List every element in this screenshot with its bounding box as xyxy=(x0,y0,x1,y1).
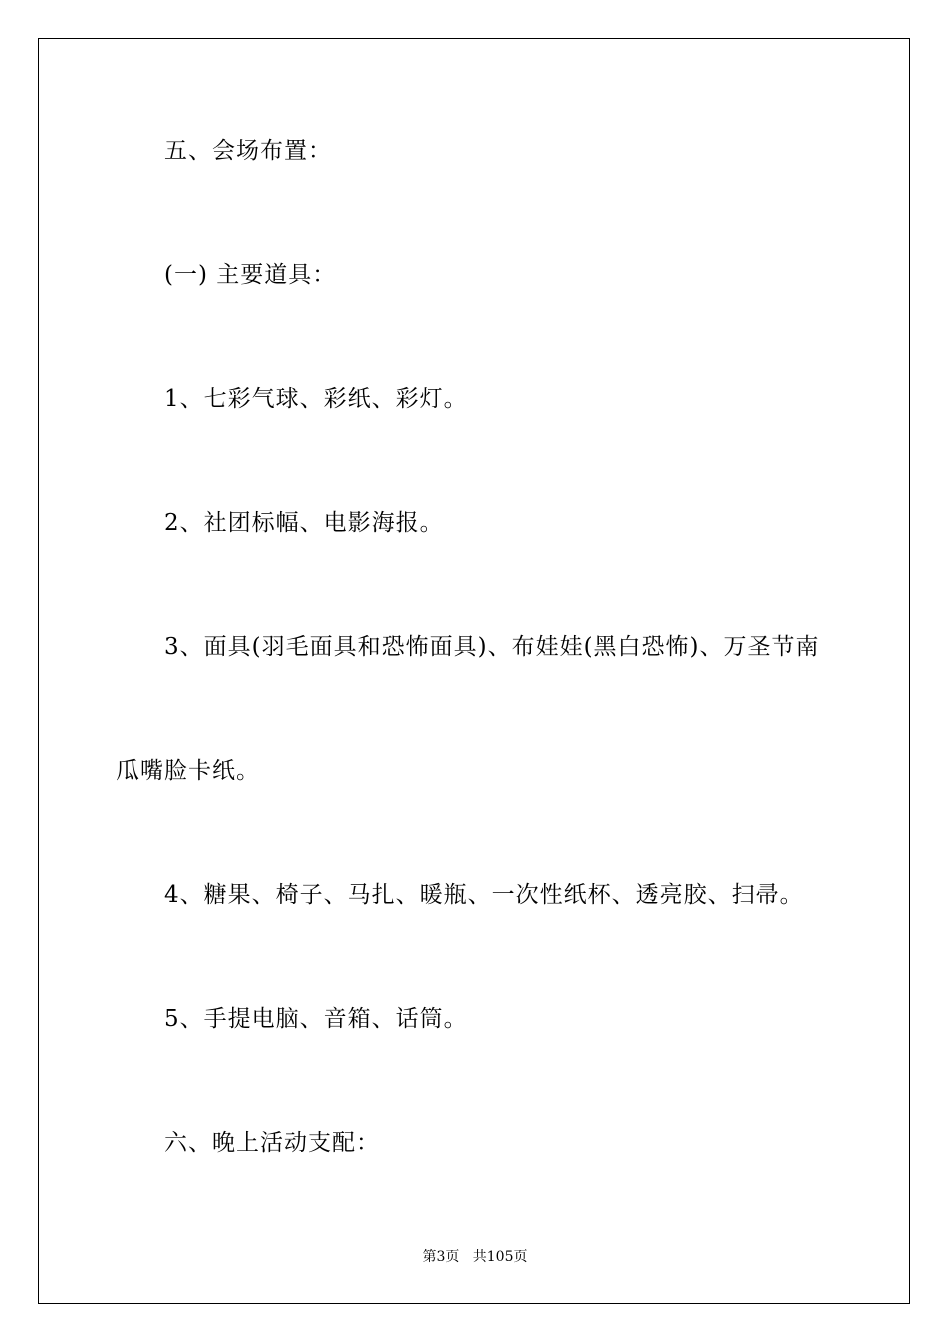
section-heading-evening-activities: 六、晚上活动支配： xyxy=(164,1130,380,1156)
list-item-5: 5、手提电脑、音箱、话筒。 xyxy=(164,1006,468,1032)
list-item-4: 4、糖果、椅子、马扎、暖瓶、一次性纸杯、透亮胶、扫帚。 xyxy=(164,882,804,908)
section-heading-venue-setup: 五、会场布置： xyxy=(164,138,332,164)
page-border xyxy=(38,38,910,1304)
list-item-1: 1、七彩气球、彩纸、彩灯。 xyxy=(164,386,468,412)
page-number-footer: 第3页 共105页 xyxy=(422,1249,528,1265)
list-item-3: 3、面具(羽毛面具和恐怖面具)、布娃娃(黑白恐怖)、万圣节南 xyxy=(164,634,820,660)
list-item-3-continuation: 瓜嘴脸卡纸。 xyxy=(116,758,260,784)
subsection-heading-main-props: (一) 主要道具： xyxy=(164,262,337,288)
list-item-2: 2、社团标幅、电影海报。 xyxy=(164,510,444,536)
